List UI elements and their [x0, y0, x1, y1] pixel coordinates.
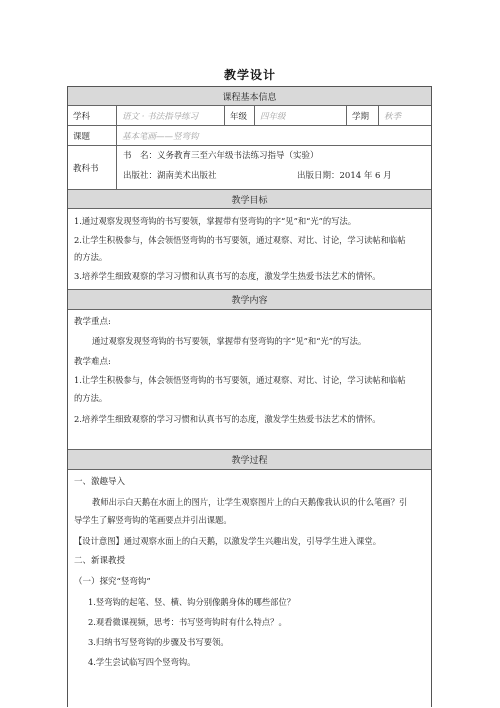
topic-row — [68, 126, 431, 146]
subject-value: 语文 · 书法指导练习 — [116, 106, 224, 125]
content-body — [68, 310, 431, 450]
difficulty-line: 1.让学生积极参与，体会领悟竖弯钩的书写要领，通过观察、对比、讨论，学习读帖和临帖 — [74, 375, 406, 385]
publisher: 出版社：湖南美术出版社 — [123, 171, 217, 181]
goals-header: 教学目标 — [68, 190, 431, 209]
goal-item: 3.培养学生细致观察的学习习惯和认真书写的态度，激发学生热爱书法艺术的情怀。 — [74, 271, 381, 281]
section-title: 二、新课教授 — [74, 556, 126, 566]
process-body — [68, 470, 431, 708]
goal-item: 2.让学生积极参与，体会领悟竖弯钩的书写要领，通过观察、对比、讨论，学习读帖和临帖 — [74, 235, 406, 245]
list-item: 2.观看微课视频，思考：书写竖弯钩时有什么特点？。 — [88, 617, 287, 627]
textbook-label: 教科书 — [73, 163, 99, 174]
key-point-text: 通过观察发现竖弯钩的书写要领，掌握带有竖弯钩的字“见”和“光”的写法。 — [92, 336, 367, 346]
textbook-info — [116, 146, 433, 189]
term-label: 学期 — [346, 106, 378, 125]
list-item: 3.归纳书写竖弯钩的步骤及书写要领。 — [88, 637, 229, 647]
subject-label: 学科 — [73, 111, 91, 122]
subsection-title: （一）探究“竖弯钩” — [74, 577, 151, 587]
term-value: 秋季 — [378, 106, 433, 125]
list-item: 1.竖弯钩的起笔、竖、横、钩分别像鹅身体的哪些部位？ — [88, 597, 296, 607]
key-point-label: 教学重点: — [74, 317, 111, 327]
process-header: 教学过程 — [68, 450, 431, 470]
difficulty-line: 2.培养学生细致观察的学习习惯和认真书写的态度，激发学生热爱书法艺术的情怀。 — [74, 414, 381, 424]
design-intent: 【设计意图】通过观察水面上的白天鹅，以激发学生兴趣出发，引导学生进入课堂。 — [74, 536, 381, 546]
lesson-plan-table — [67, 86, 432, 707]
goal-item: 的方法。 — [74, 252, 108, 262]
content-header: 教学内容 — [68, 290, 431, 310]
book-name: 书 名：义务教育三至六年级书法练习指导（实验） — [123, 151, 319, 161]
section-text: 导学生了解竖弯钩的笔画要点并引出课题。 — [74, 515, 232, 525]
page-title: 教学设计 — [223, 68, 276, 82]
difficulty-label: 教学难点: — [74, 357, 111, 367]
grade-value: 四年级 — [254, 106, 346, 125]
section-text: 教师出示白天鹅在水面上的图片，让学生观察图片上的白天鹅像我认识的什么笔画？引 — [92, 497, 408, 507]
list-item: 4.学生尝试临写四个竖弯钩。 — [88, 657, 196, 667]
goal-item: 1.通过观察发现竖弯钩的书写要领，掌握带有竖弯钩的字“见”和“光”的写法。 — [74, 216, 357, 226]
goals-body — [68, 209, 431, 290]
basic-info-header: 课程基本信息 — [68, 87, 431, 106]
publish-date: 出版日期：2014 年 6 月 — [297, 171, 392, 181]
topic-value: 基本笔画——竖弯钩 — [116, 126, 433, 145]
difficulty-line: 的方法。 — [74, 393, 108, 403]
section-title: 一、激趣导入 — [74, 477, 126, 487]
topic-label: 课题 — [73, 131, 91, 142]
grade-label: 年级 — [224, 106, 254, 125]
subject-row — [68, 106, 431, 126]
textbook-row — [68, 146, 431, 190]
